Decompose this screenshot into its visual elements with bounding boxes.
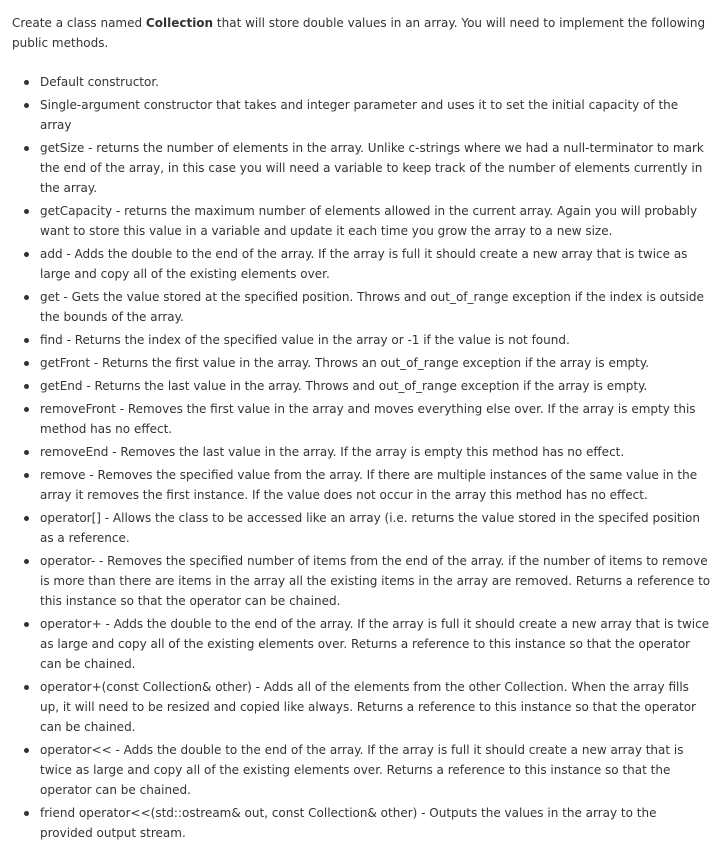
bullet-icon xyxy=(24,685,29,690)
list-item xyxy=(40,399,711,439)
list-item-text: getCapacity - returns the maximum number of elements allowed in the current array. Again you will probably want to store this value in a variable and update it each time you grow the array to a new size. xyxy=(40,204,698,238)
list-item xyxy=(40,740,711,800)
bullet-icon xyxy=(24,209,29,214)
list-item xyxy=(40,677,711,737)
list-item xyxy=(40,353,711,373)
bullet-icon xyxy=(24,103,29,108)
list-item-text: Single-argument constructor that takes and integer parameter and uses it to set the initial capacity of the array xyxy=(40,98,679,132)
list-item xyxy=(40,551,711,611)
bullet-icon xyxy=(24,252,29,257)
list-item-text: operator<< - Adds the double to the end of the array. If the array is full it should create a new array that is twice as large and copy all of the existing elements over. Returns a reference to this instance so that the operator can be chained. xyxy=(40,743,684,797)
bullet-icon xyxy=(24,407,29,412)
bullet-icon xyxy=(24,146,29,151)
bullet-icon xyxy=(24,748,29,753)
bullet-icon xyxy=(24,80,29,85)
bullet-icon xyxy=(24,338,29,343)
list-item xyxy=(40,287,711,327)
bullet-icon xyxy=(24,559,29,564)
list-item xyxy=(40,465,711,505)
bullet-icon xyxy=(24,622,29,627)
bullet-icon xyxy=(24,295,29,300)
list-item-text: operator+(const Collection& other) - Adds all of the elements from the other Collection. When the array fills up, it will need to be resized and copied like always. Returns a reference to this instance so that the operator can be chained. xyxy=(40,680,696,734)
list-item-text: add - Adds the double to the end of the array. If the array is full it should create a new array that is twice as large and copy all of the existing elements over. xyxy=(40,247,688,281)
list-item-text: removeFront - Removes the first value in the array and moves everything else over. If the array is empty this method has no effect. xyxy=(40,402,696,436)
bullet-icon xyxy=(24,450,29,455)
list-item-text: friend operator<<(std::ostream& out, const Collection& other) - Outputs the values in the array to the provided output stream. xyxy=(40,806,657,840)
list-item xyxy=(40,95,711,135)
list-item-text: find - Returns the index of the specified value in the array or -1 if the value is not found. xyxy=(40,333,570,347)
intro-text-after: that will store double values in an array. You will need to implement the following public methods. xyxy=(12,16,706,50)
list-item-text: operator- - Removes the specified number of items from the end of the array. if the number of items to remove is more than there are items in the array all the existing items in the array are removed. Returns a reference to this instance so that the operator can be chained. xyxy=(40,554,711,608)
list-item-text: getEnd - Returns the last value in the array. Throws and out_of_range exception if the array is empty. xyxy=(40,379,648,393)
bullet-icon xyxy=(24,516,29,521)
list-item-text: remove - Removes the specified value from the array. If there are multiple instances of the same value in the array it removes the first instance. If the value does not occur in the array this method has no effect. xyxy=(40,468,698,502)
list-item xyxy=(40,376,711,396)
class-name: Collection xyxy=(145,16,214,30)
method-list xyxy=(12,72,711,843)
list-item xyxy=(40,138,711,198)
list-item xyxy=(40,508,711,548)
bullet-icon xyxy=(24,811,29,816)
list-item-text: operator+ - Adds the double to the end of the array. If the array is full it should create a new array that is twice as large and copy all of the existing elements over. Returns a reference to this instance so that the operator can be chained. xyxy=(40,617,710,671)
list-item xyxy=(40,614,711,674)
list-item-text: removeEnd - Removes the last value in the array. If the array is empty this method has no effect. xyxy=(40,445,625,459)
list-item-text: operator[] - Allows the class to be accessed like an array (i.e. returns the value stored in the specifed position as a reference. xyxy=(40,511,701,545)
list-item-text: Default constructor. xyxy=(40,75,159,89)
list-item xyxy=(40,442,711,462)
list-item xyxy=(40,201,711,241)
intro-text-before: Create a class named xyxy=(12,16,146,30)
list-item xyxy=(40,330,711,350)
intro-paragraph xyxy=(12,13,711,53)
list-item xyxy=(40,803,711,843)
list-item-text: getFront - Returns the first value in the array. Throws an out_of_range exception if the array is empty. xyxy=(40,356,650,370)
list-item-text: get - Gets the value stored at the specified position. Throws and out_of_range exception if the index is outside the bounds of the array. xyxy=(40,290,704,324)
bullet-icon xyxy=(24,361,29,366)
bullet-icon xyxy=(24,384,29,389)
list-item xyxy=(40,72,711,92)
bullet-icon xyxy=(24,473,29,478)
list-item-text: getSize - returns the number of elements in the array. Unlike c-strings where we had a null-terminator to mark the end of the array, in this case you will need a variable to keep track of the number of elements currently in the array. xyxy=(40,141,704,195)
list-item xyxy=(40,244,711,284)
